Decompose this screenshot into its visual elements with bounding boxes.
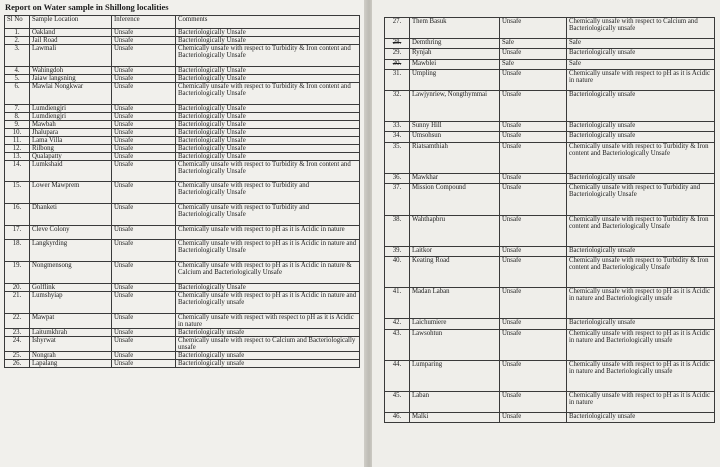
cell-comments: Chemically unsafe with respect to Turbidity and Bacteriologically Unsafe	[567, 184, 715, 215]
cell-comments: Chemically unsafe with respect to pH as it is Acidic in nature and Bacteriologically unsafe	[567, 361, 715, 392]
cell-sample-location: Malki	[410, 413, 500, 423]
cell-sl-no: 40.	[385, 257, 410, 288]
cell-comments: Chemically unsafe with respect to pH as it is Acidic in nature	[567, 392, 715, 413]
cell-comments: Chemically unsafe with respect to Turbidity & Iron content and Bacteriologically Unsafe	[176, 160, 360, 182]
table-row	[5, 82, 360, 104]
cell-sample-location: Laban	[410, 392, 500, 413]
cell-sl-no: 24.	[5, 336, 30, 351]
table-row	[385, 49, 715, 59]
cell-comments: Bacteriologically Unsafe	[176, 128, 360, 136]
cell-sl-no: 45.	[385, 392, 410, 413]
table-row	[385, 329, 715, 360]
header-comments: Comments	[176, 16, 360, 29]
cell-sl-no: 19.	[5, 262, 30, 284]
cell-sl-no: 8.	[5, 112, 30, 120]
cell-comments: Bacteriologically unsafe	[567, 90, 715, 121]
cell-sample-location: Cleve Colony	[30, 225, 112, 240]
cell-sample-location: Nongmensong	[30, 262, 112, 284]
cell-comments: Bacteriologically Unsafe	[176, 112, 360, 120]
cell-comments: Bacteriologically unsafe	[567, 246, 715, 256]
table-row	[5, 328, 360, 336]
cell-comments: Bacteriologically unsafe	[176, 359, 360, 367]
table-row	[385, 215, 715, 246]
cell-inference: Unsafe	[112, 160, 176, 182]
header-sample-location: Sample Location	[30, 16, 112, 29]
cell-sample-location: Langkyrding	[30, 240, 112, 262]
cell-sl-no: 22.	[5, 313, 30, 328]
cell-inference: Unsafe	[500, 184, 567, 215]
cell-sample-location: Laitkor	[410, 246, 500, 256]
cell-sl-no: 7.	[5, 104, 30, 112]
left-table-body	[5, 29, 360, 368]
cell-sample-location: Lawsohtun	[410, 329, 500, 360]
cell-sample-location: Rynjah	[410, 49, 500, 59]
right-table-body	[385, 18, 715, 423]
cell-inference: Unsafe	[112, 204, 176, 226]
cell-sample-location: Dhanketi	[30, 204, 112, 226]
cell-inference: Unsafe	[112, 291, 176, 313]
cell-inference: Unsafe	[500, 319, 567, 329]
cell-sl-no: 4.	[5, 66, 30, 74]
cell-sl-no: 6.	[5, 82, 30, 104]
table-row	[5, 240, 360, 262]
table-row	[385, 121, 715, 131]
cell-sl-no: 17.	[5, 225, 30, 240]
cell-comments: Bacteriologically Unsafe	[176, 120, 360, 128]
cell-comments: Chemically unsafe with respect to Turbidity and Bacteriologically Unsafe	[176, 204, 360, 226]
cell-comments: Bacteriologically Unsafe	[176, 37, 360, 45]
cell-comments: Bacteriologically Unsafe	[176, 144, 360, 152]
cell-comments: Chemically unsafe with respect with respect to pH as it is Acidic in nature	[176, 313, 360, 328]
table-header-row	[5, 16, 360, 29]
cell-sl-no: 13.	[5, 152, 30, 160]
cell-inference: Unsafe	[500, 132, 567, 142]
cell-inference: Safe	[500, 59, 567, 69]
cell-inference: Unsafe	[112, 128, 176, 136]
cell-comments: Chemically unsafe with respect to pH as it is Acidic in nature and Bacteriologically unsafe	[567, 329, 715, 360]
table-row	[385, 288, 715, 319]
table-row	[385, 361, 715, 392]
cell-inference: Unsafe	[112, 37, 176, 45]
cell-comments: Chemically unsafe with respect to Turbidity & Iron content and Bacteriologically Unsafe	[567, 142, 715, 173]
table-row	[5, 182, 360, 204]
table-row	[5, 225, 360, 240]
cell-sl-no: 36.	[385, 173, 410, 183]
cell-sample-location: Lumdiengjri	[30, 104, 112, 112]
cell-comments: Safe	[567, 59, 715, 69]
cell-sample-location: Mawlai Nongkwar	[30, 82, 112, 104]
cell-sl-no: 23.	[5, 328, 30, 336]
cell-comments: Chemically unsafe with respect to Calcium and Bacteriologically unsafe	[176, 336, 360, 351]
cell-inference: Safe	[500, 38, 567, 48]
cell-inference: Unsafe	[500, 90, 567, 121]
cell-sl-no: 21.	[5, 291, 30, 313]
cell-sl-no: 11.	[5, 136, 30, 144]
cell-comments: Safe	[567, 38, 715, 48]
cell-comments: Bacteriologically unsafe	[567, 49, 715, 59]
cell-comments: Chemically unsafe with respect to Turbidity & Iron content and Bacteriologically Unsafe	[567, 215, 715, 246]
cell-inference: Unsafe	[500, 121, 567, 131]
cell-inference: Unsafe	[112, 144, 176, 152]
cell-comments: Bacteriologically Unsafe	[176, 66, 360, 74]
cell-inference: Unsafe	[112, 359, 176, 367]
table-row	[385, 413, 715, 423]
cell-sample-location: Wahthapbru	[410, 215, 500, 246]
cell-sample-location: Mawkhar	[410, 173, 500, 183]
cell-sample-location: Mawblei	[410, 59, 500, 69]
cell-comments: Bacteriologically Unsafe	[176, 104, 360, 112]
cell-comments: Bacteriologically unsafe	[567, 121, 715, 131]
cell-comments: Chemically unsafe with respect to pH as it is Acidic in nature and Bacteriologically unsafe	[176, 291, 360, 313]
table-row	[5, 262, 360, 284]
cell-sl-no: 9.	[5, 120, 30, 128]
cell-inference: Unsafe	[112, 152, 176, 160]
cell-comments: Chemically unsafe with respect to Calcium and Bacteriologically unsafe	[567, 18, 715, 39]
cell-inference: Unsafe	[112, 104, 176, 112]
cell-comments: Chemically unsafe with respect to pH as it is Acidic in nature & Calcium and Bacteriologically Unsafe	[176, 262, 360, 284]
table-row	[5, 128, 360, 136]
cell-sample-location: Umsohsun	[410, 132, 500, 142]
cell-comments: Bacteriologically unsafe	[567, 132, 715, 142]
cell-inference: Unsafe	[112, 182, 176, 204]
table-row	[385, 18, 715, 39]
cell-sl-no: 35.	[385, 142, 410, 173]
cell-inference: Unsafe	[112, 351, 176, 359]
cell-sample-location: Lumparing	[410, 361, 500, 392]
cell-sl-no: 20.	[5, 283, 30, 291]
cell-sample-location: Wahingdoh	[30, 66, 112, 74]
cell-sl-no: 26.	[5, 359, 30, 367]
table-row	[5, 136, 360, 144]
cell-sample-location: Sunny Hill	[410, 121, 500, 131]
cell-inference: Unsafe	[500, 142, 567, 173]
cell-sample-location: Lama Villa	[30, 136, 112, 144]
cell-inference: Unsafe	[500, 18, 567, 39]
cell-inference: Unsafe	[112, 225, 176, 240]
table-row	[5, 104, 360, 112]
cell-comments: Bacteriologically unsafe	[567, 413, 715, 423]
cell-sl-no: 10.	[5, 128, 30, 136]
cell-sample-location: Lawmali	[30, 45, 112, 67]
cell-comments: Chemically unsafe with respect to pH as it is Acidic in nature and Bacteriologically unsafe	[567, 288, 715, 319]
cell-inference: Unsafe	[112, 82, 176, 104]
cell-sl-no: 32.	[385, 90, 410, 121]
cell-inference: Unsafe	[112, 283, 176, 291]
cell-inference: Unsafe	[112, 29, 176, 37]
cell-sample-location: Qualapatty	[30, 152, 112, 160]
cell-comments: Bacteriologically Unsafe	[176, 136, 360, 144]
cell-inference: Unsafe	[500, 257, 567, 288]
cell-sample-location: Golflink	[30, 283, 112, 291]
cell-sl-no: 46.	[385, 413, 410, 423]
cell-inference: Unsafe	[112, 240, 176, 262]
cell-sample-location: Mawpat	[30, 313, 112, 328]
cell-comments: Bacteriologically unsafe	[567, 319, 715, 329]
cell-sl-no: 12.	[5, 144, 30, 152]
cell-comments: Bacteriologically Unsafe	[176, 283, 360, 291]
cell-sl-no: 41.	[385, 288, 410, 319]
cell-comments: Chemically unsafe with respect to Turbidity & Iron content and Bacteriologically Unsafe	[567, 257, 715, 288]
cell-sl-no: 38.	[385, 215, 410, 246]
header-sl-no: Sl No	[5, 16, 30, 29]
cell-sl-no: 39.	[385, 246, 410, 256]
cell-sl-no: 34.	[385, 132, 410, 142]
cell-sl-no: 37.	[385, 184, 410, 215]
report-title: Report on Water sample in Shillong localities	[5, 2, 169, 12]
cell-inference: Unsafe	[112, 66, 176, 74]
cell-sl-no: 1.	[5, 29, 30, 37]
cell-sl-no: 15.	[5, 182, 30, 204]
table-row	[5, 120, 360, 128]
cell-comments: Bacteriologically unsafe	[567, 173, 715, 183]
cell-inference: Unsafe	[500, 329, 567, 360]
cell-sl-no: 5.	[5, 74, 30, 82]
cell-sl-no: 14.	[5, 160, 30, 182]
cell-sample-location: Lumshyiap	[30, 291, 112, 313]
cell-sample-location: Them Basuk	[410, 18, 500, 39]
cell-sl-no: 43.	[385, 329, 410, 360]
cell-inference: Unsafe	[500, 49, 567, 59]
cell-inference: Unsafe	[112, 45, 176, 67]
cell-sample-location: Ishyrwat	[30, 336, 112, 351]
cell-sample-location: Demthring	[410, 38, 500, 48]
table-row	[5, 283, 360, 291]
cell-sl-no: 44.	[385, 361, 410, 392]
cell-sample-location: Rilbong	[30, 144, 112, 152]
cell-comments: Bacteriologically unsafe	[176, 351, 360, 359]
table-row	[5, 204, 360, 226]
table-row	[385, 142, 715, 173]
table-row	[5, 313, 360, 328]
cell-sl-no: 29.	[385, 49, 410, 59]
cell-inference: Unsafe	[500, 392, 567, 413]
cell-sample-location: Jail Road	[30, 37, 112, 45]
table-row	[385, 392, 715, 413]
cell-sample-location: Lapalang	[30, 359, 112, 367]
table-row	[5, 37, 360, 45]
table-row	[5, 336, 360, 351]
cell-sl-no: 30.	[385, 59, 410, 69]
cell-sample-location: Laitumkhrah	[30, 328, 112, 336]
cell-inference: Unsafe	[112, 120, 176, 128]
header-inference: Inference	[112, 16, 176, 29]
table-row	[5, 29, 360, 37]
cell-inference: Unsafe	[112, 74, 176, 82]
table-row	[385, 132, 715, 142]
table-row	[385, 59, 715, 69]
cell-comments: Chemically unsafe with respect to Turbidity & Iron content and Bacteriologically Unsafe	[176, 82, 360, 104]
cell-sl-no: 27.	[385, 18, 410, 39]
cell-sl-no: 33.	[385, 121, 410, 131]
cell-sl-no: 18.	[5, 240, 30, 262]
cell-comments: Chemically unsafe with respect to pH as it is Acidic in nature	[567, 69, 715, 90]
table-row	[385, 257, 715, 288]
cell-sl-no: 25.	[5, 351, 30, 359]
cell-comments: Bacteriologically unsafe	[176, 328, 360, 336]
table-row	[5, 351, 360, 359]
table-row	[5, 359, 360, 367]
table-row	[385, 173, 715, 183]
table-row	[5, 152, 360, 160]
cell-inference: Unsafe	[500, 246, 567, 256]
cell-sample-location: Jhalupara	[30, 128, 112, 136]
table-row	[5, 144, 360, 152]
cell-sample-location: Riatsamthiah	[410, 142, 500, 173]
cell-sample-location: Lumdiengjri	[30, 112, 112, 120]
table-row	[385, 38, 715, 48]
right-results-table	[384, 17, 715, 423]
cell-sample-location: Mission Compound	[410, 184, 500, 215]
cell-comments: Chemically unsafe with respect to pH as it is Acidic in nature and Bacteriologically Unsafe	[176, 240, 360, 262]
table-row	[5, 66, 360, 74]
cell-sl-no: 3.	[5, 45, 30, 67]
table-row	[5, 74, 360, 82]
cell-sample-location: Oakland	[30, 29, 112, 37]
cell-inference: Unsafe	[112, 112, 176, 120]
cell-comments: Chemically unsafe with respect to pH as it is Acidic in nature	[176, 225, 360, 240]
cell-inference: Unsafe	[112, 262, 176, 284]
cell-comments: Bacteriologically Unsafe	[176, 74, 360, 82]
cell-sl-no: 16.	[5, 204, 30, 226]
table-row	[5, 160, 360, 182]
table-row	[5, 291, 360, 313]
cell-sample-location: Lawjynriew, Nongthymmai	[410, 90, 500, 121]
cell-sample-location: Madan Laban	[410, 288, 500, 319]
table-row	[385, 184, 715, 215]
cell-sample-location: Jaiaw langsning	[30, 74, 112, 82]
cell-sl-no: 28.	[385, 38, 410, 48]
cell-sample-location: Keating Road	[410, 257, 500, 288]
cell-comments: Bacteriologically Unsafe	[176, 29, 360, 37]
cell-sample-location: Laichumiere	[410, 319, 500, 329]
cell-inference: Unsafe	[112, 328, 176, 336]
cell-inference: Unsafe	[500, 413, 567, 423]
cell-inference: Unsafe	[500, 215, 567, 246]
cell-sample-location: Lower Mawprem	[30, 182, 112, 204]
cell-sample-location: Nongrah	[30, 351, 112, 359]
table-row	[385, 90, 715, 121]
cell-inference: Unsafe	[112, 136, 176, 144]
cell-inference: Unsafe	[112, 336, 176, 351]
cell-inference: Unsafe	[112, 313, 176, 328]
cell-comments: Chemically unsafe with respect to Turbidity and Bacteriologically Unsafe	[176, 182, 360, 204]
table-row	[5, 112, 360, 120]
cell-sl-no: 42.	[385, 319, 410, 329]
cell-inference: Unsafe	[500, 288, 567, 319]
cell-sample-location: Mawbah	[30, 120, 112, 128]
table-row	[5, 45, 360, 67]
cell-sl-no: 31.	[385, 69, 410, 90]
table-row	[385, 246, 715, 256]
cell-sample-location: Umpling	[410, 69, 500, 90]
left-results-table	[4, 15, 360, 368]
cell-sample-location: Lumkshaid	[30, 160, 112, 182]
cell-comments: Bacteriologically Unsafe	[176, 152, 360, 160]
cell-sl-no: 2.	[5, 37, 30, 45]
table-row	[385, 69, 715, 90]
cell-inference: Unsafe	[500, 361, 567, 392]
table-row	[385, 319, 715, 329]
cell-inference: Unsafe	[500, 173, 567, 183]
cell-comments: Chemically unsafe with respect to Turbidity & Iron content and Bacteriologically Unsafe	[176, 45, 360, 67]
cell-inference: Unsafe	[500, 69, 567, 90]
